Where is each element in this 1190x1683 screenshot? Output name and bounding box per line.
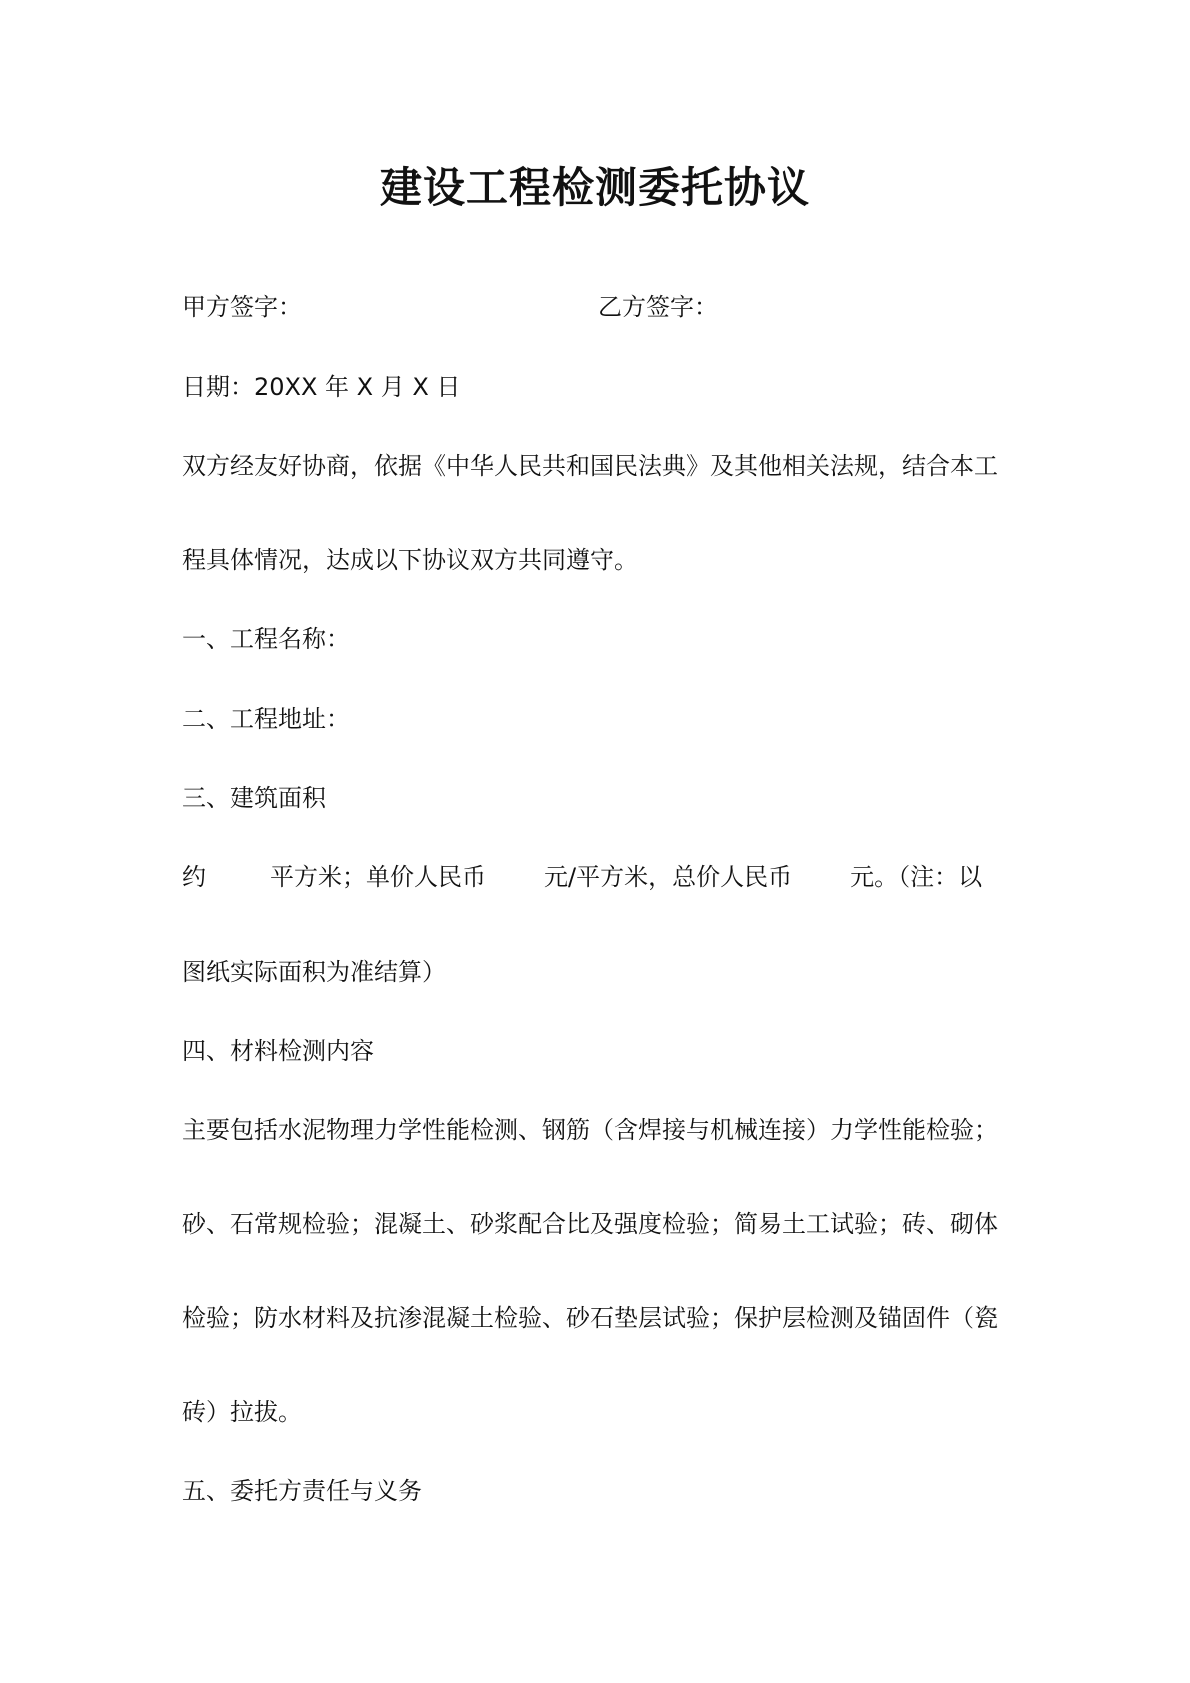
section-3-note-line: 图纸实际面积为准结算） — [182, 958, 446, 986]
section-4-line-2: 砂、石常规检验；混凝土、砂浆配合比及强度检验；简易土工试验；砖、砌体 — [182, 1210, 998, 1238]
section-4-heading: 四、材料检测内容 — [182, 1037, 374, 1065]
section-5-heading: 五、委托方责任与义务 — [182, 1477, 422, 1505]
agreement-date: 日期：20XX 年 X 月 X 日 — [182, 373, 461, 401]
document-title: 建设工程检测委托协议 — [379, 163, 810, 212]
section-4-line-4: 砖）拉拔。 — [182, 1398, 302, 1426]
intro-line-2: 程具体情况，达成以下协议双方共同遵守。 — [182, 546, 638, 574]
section-1-project-name: 一、工程名称： — [182, 625, 350, 653]
section-3-pricing-line — [182, 860, 1012, 894]
section-3-heading: 三、建筑面积 — [182, 784, 326, 812]
party-b-signature: 乙方签字： — [598, 293, 718, 321]
total-unit-label: 元。（注：以 — [850, 863, 983, 891]
area-unit-label: 平方米；单价人民币 — [270, 863, 486, 891]
section-4-line-1: 主要包括水泥物理力学性能检测、钢筋（含焊接与机械连接）力学性能检验； — [182, 1116, 998, 1144]
section-4-line-3: 检验；防水材料及抗渗混凝土检验、砂石垫层试验；保护层检测及锚固件（瓷 — [182, 1304, 998, 1332]
party-a-signature: 甲方签字： — [182, 293, 302, 321]
price-unit-label: 元/平方米，总价人民币 — [544, 863, 793, 891]
intro-line-1: 双方经友好协商，依据《中华人民共和国民法典》及其他相关法规，结合本工 — [182, 452, 998, 480]
approx-label: 约 — [182, 863, 206, 891]
section-2-project-address: 二、工程地址： — [182, 705, 350, 733]
